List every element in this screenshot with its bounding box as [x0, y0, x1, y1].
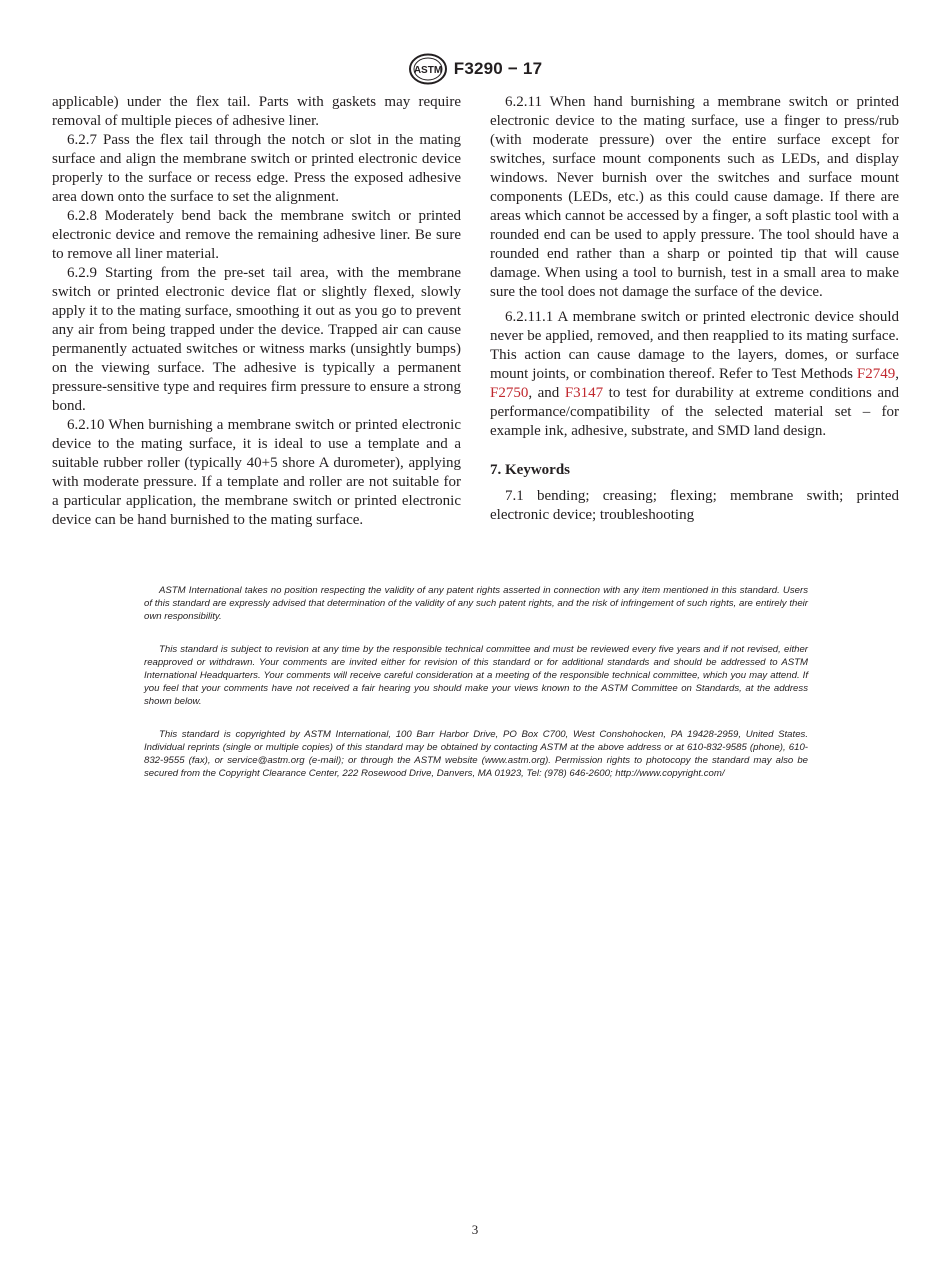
- paragraph-7-1: 7.1 bending; creasing; flexing; membrane swith; printed electronic device; troubleshooting: [490, 488, 899, 523]
- page-number: 3: [471, 1222, 479, 1237]
- left-column: [52, 93, 461, 530]
- paragraph-6-2-10: 6.2.10 When burnishing a membrane switch or printed electronic device to the mating surface, it is ideal to use a template and a suitable rubber roller (typically 40+5 shore A durometer), applying with moderate pressure. If a template and roller are not suitable for a particular application, the membrane switch or printed electronic device can be hand burnished to the mating surface.: [52, 417, 461, 528]
- paragraph-6-2-11: 6.2.11 When hand burnishing a membrane switch or printed electronic device to the mating surface, use a finger to press/rub (with moderate pressure) over the entire surface except for switches, surface mount components such as LEDs, and display windows. Never burnish over the switches and surface mount components (LEDs, etc.) as this could cause damage. If there are areas which cannot be accessed by a finger, a soft plastic tool with a rounded end can be used to apply pressure. The tool should have a rounded end rather than a sharp or pointed tip that will cause damage. When using a tool to burnish, test in a small area to make sure the tool does not damage the surface of the device.: [490, 94, 899, 300]
- ref-link-f2750[interactable]: F2750: [490, 385, 529, 401]
- footer-copyright-notice: This standard is copyrighted by ASTM International, 100 Barr Harbor Drive, PO Box C700, West Conshohocken, PA 19428-2959, United States. Individual reprints (single or multiple copies) of this standard may be obtained by contacting ASTM at the above address or at 610-832-9585 (phone), 610-832-9555 (fax), or service@astm.org (e-mail); or through the ASTM website (www.astm.org). Permission rights to photocopy the standard may also be secured from the Copyright Clearance Center, 222 Rosewood Drive, Danvers, MA 01923, Tel: (978) 646-2600; http://www.copyright.com/: [144, 728, 808, 780]
- ref-link-f2749[interactable]: F2749: [856, 366, 896, 382]
- separator: , and: [528, 385, 565, 401]
- paragraph-text: 6.2.11.1 A membrane switch or printed electronic device should never be applied, removed, and then reapplied to its mating surface. This action can cause damage to the layers, domes, or surface mount joints, or combination thereof. Refer to Test Methods: [490, 309, 899, 382]
- svg-text:ASTM: ASTM: [413, 65, 442, 76]
- paragraph-6-2-11-1: [490, 308, 899, 441]
- section-heading-keywords: 7. Keywords: [490, 462, 570, 478]
- right-column: [490, 93, 899, 525]
- standard-designation: F3290 − 17: [453, 59, 543, 78]
- legal-footer: [144, 584, 808, 799]
- page-header: [0, 52, 950, 86]
- footer-revision-notice: This standard is subject to revision at any time by the responsible technical committee and must be reviewed every five years and if not revised, either reapproved or withdrawn. Your comments are invited either for revision of this standard or for additional standards and should be addressed to ASTM International Headquarters. Your comments will receive careful consideration at a meeting of the responsible technical committee, which you may attend. If you feel that your comments have not received a fair hearing you should make your views known to the ASTM Committee on Standards, at the address shown below.: [144, 643, 808, 708]
- ref-link-f3147[interactable]: F3147: [564, 385, 604, 401]
- paragraph-6-2-9: 6.2.9 Starting from the pre-set tail area, with the membrane switch or printed electronic device flat or slightly flexed, slowly apply it to the mating surface, smoothing it out as you go to prevent any air from being trapped under the device. Trapped air can cause permanently actuated switches or witness marks (unsightly bumps) on the viewing surface. The adhesive is typically a permanent pressure-sensitive type and requires firm pressure to ensure a strong bond.: [52, 265, 461, 414]
- paragraph-6-2-7: 6.2.7 Pass the flex tail through the notch or slot in the mating surface and align the membrane switch or printed electronic device properly to the surface or recess edge. Press the exposed adhesive area down onto the surface to set the alignment.: [52, 132, 461, 205]
- paragraph-6-2-8: 6.2.8 Moderately bend back the membrane switch or printed electronic device and remove the remaining adhesive liner. Be sure to remove all liner material.: [52, 208, 461, 262]
- separator: ,: [895, 366, 899, 382]
- paragraph-text: to test for durability at extreme conditions and performance/compatibility of the selected material set – for example ink, adhesive, substrate, and SMD land design.: [490, 385, 899, 439]
- footer-patent-notice: ASTM International takes no position respecting the validity of any patent rights asserted in connection with any item mentioned in this standard. Users of this standard are expressly advised that determination of the validity of any such patent rights, and the risk of infringement of such rights, are entirely their own responsibility.: [144, 585, 808, 623]
- astm-logo-icon: [408, 53, 448, 85]
- paragraph-continued: applicable) under the flex tail. Parts with gaskets may require removal of multiple pieces of adhesive liner.: [52, 94, 461, 129]
